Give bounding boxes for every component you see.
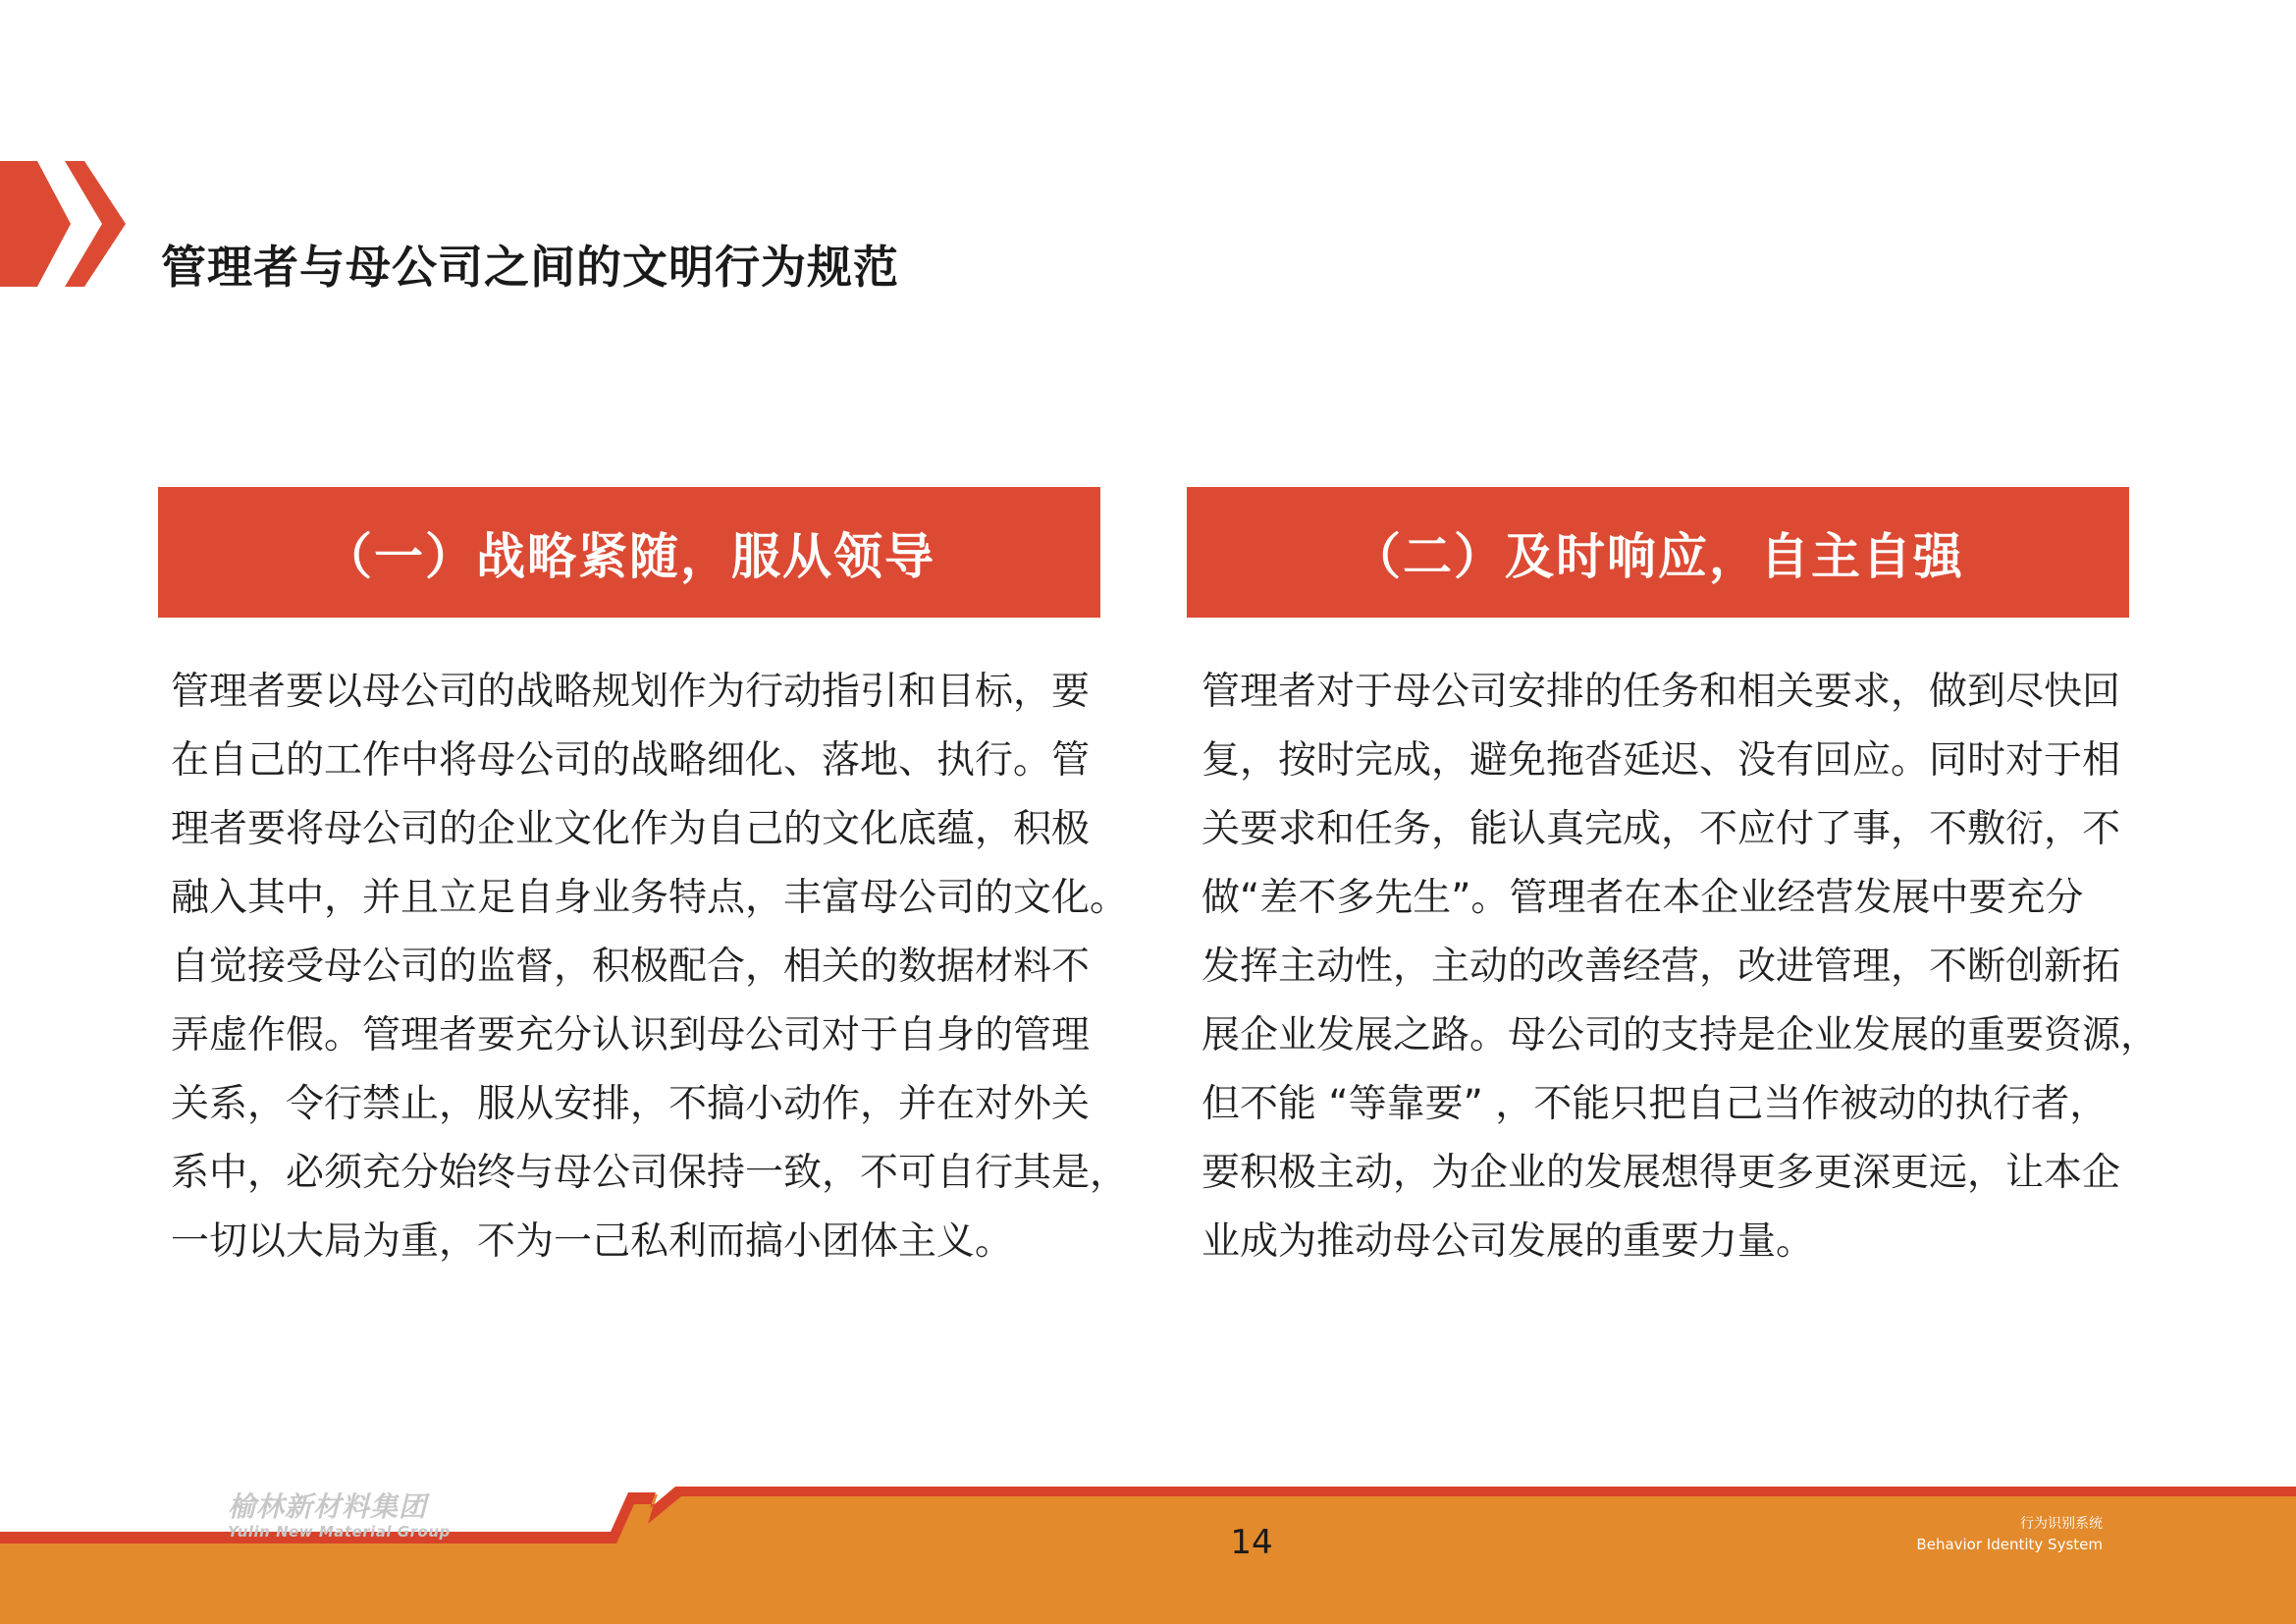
paragraph-line: 展企业发展之路。母公司的支持是企业发展的重要资源，	[1201, 1013, 2160, 1057]
section-heading-response: （二）及时响应，自主自强	[1187, 487, 2129, 618]
section-heading-strategy: （一）战略紧随，服从领导	[158, 487, 1100, 618]
paragraph-line: 但不能 “等靠要” ，不能只把自己当作被动的执行者，	[1201, 1082, 2109, 1126]
paragraph-line: 弄虚作假。管理者要充分认识到母公司对于自身的管理	[171, 1013, 1091, 1057]
paragraph-line: 一切以大局为重，不为一己私利而搞小团体主义。	[171, 1219, 1014, 1264]
paragraph-line: 管理者要以母公司的战略规划作为行动指引和目标，要	[171, 670, 1091, 714]
paragraph-line: 复，按时完成，避免拖沓延迟、没有回应。同时对于相	[1201, 738, 2121, 783]
system-label-cn: 行为识别系统	[2020, 1516, 2103, 1532]
paragraph-line: 发挥主动性，主动的改善经营，改进管理，不断创新拓	[1201, 945, 2121, 989]
system-label-en: Behavior Identity System	[1916, 1536, 2103, 1553]
page-title: 管理者与母公司之间的文明行为规范	[161, 241, 899, 294]
paragraph-line: 关要求和任务，能认真完成，不应付了事，不敷衍，不	[1201, 807, 2121, 851]
paragraph-line: 自觉接受母公司的监督，积极配合，相关的数据材料不	[171, 945, 1091, 989]
section-body-response	[1201, 658, 2160, 1276]
paragraph-line: 关系，令行禁止，服从安排，不搞小动作，并在对外关	[171, 1082, 1091, 1126]
paragraph-line: 理者要将母公司的企业文化作为自己的文化底蕴，积极	[171, 807, 1091, 851]
chevron-arrow-icon	[0, 159, 133, 289]
paragraph-line: 融入其中，并且立足自身业务特点，丰富母公司的文化。	[171, 876, 1129, 920]
brand-name-cn: 榆林新材料集团	[228, 1490, 428, 1523]
page-number: 14	[1230, 1523, 1273, 1562]
brand-name-en: Yulin New Material Group	[228, 1523, 451, 1541]
paragraph-line: 做“差不多先生”。管理者在本企业经营发展中要充分	[1201, 876, 2084, 920]
section-body-strategy	[171, 658, 1129, 1276]
brand-logo	[228, 1486, 451, 1541]
system-label	[1916, 1514, 2103, 1555]
paragraph-line: 系中，必须充分始终与母公司保持一致，不可自行其是，	[171, 1151, 1129, 1195]
paragraph-line: 要积极主动，为企业的发展想得更多更深更远，让本企	[1201, 1151, 2121, 1195]
paragraph-line: 在自己的工作中将母公司的战略细化、落地、执行。管	[171, 738, 1091, 783]
paragraph-line: 管理者对于母公司安排的任务和相关要求，做到尽快回	[1201, 670, 2121, 714]
paragraph-line: 业成为推动母公司发展的重要力量。	[1201, 1219, 1815, 1264]
